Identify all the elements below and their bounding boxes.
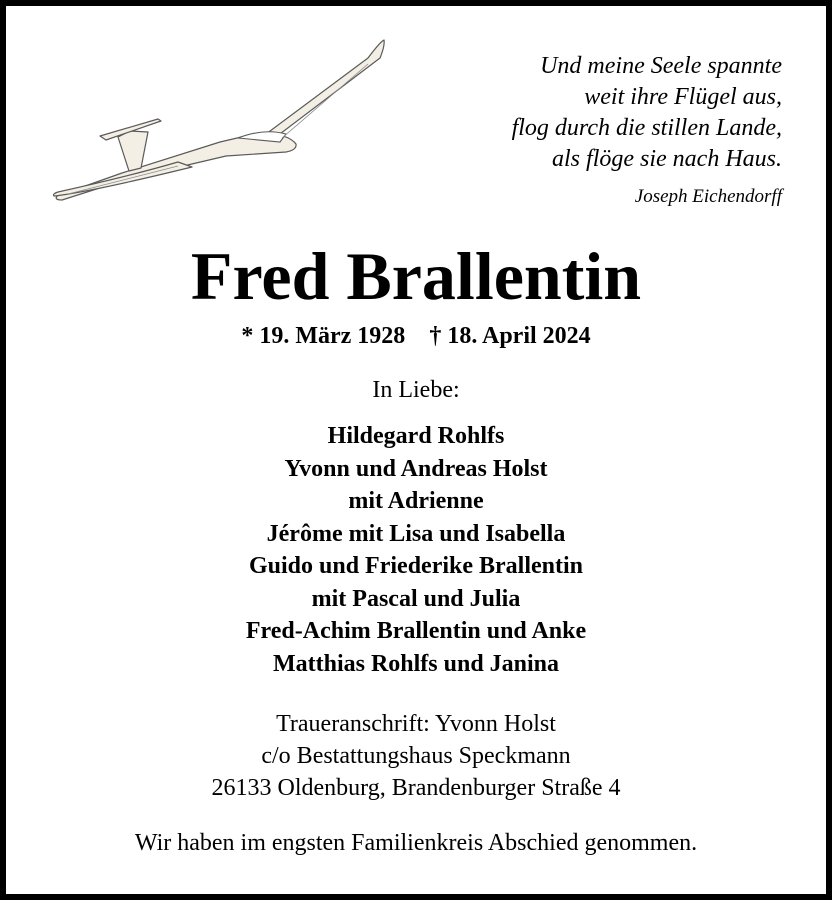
list-item: Matthias Rohlfs und Janina [272, 650, 560, 677]
address-line: c/o Bestattungshaus Speckmann [261, 743, 571, 769]
death-date: † 18. April 2024 [429, 323, 591, 349]
birth-date: * 19. März 1928 [241, 323, 406, 349]
quote-author: Joseph Eichendorff [634, 186, 782, 207]
poem-quote [512, 51, 782, 175]
list-item: mit Adrienne [348, 488, 484, 514]
glider-icon [50, 36, 390, 204]
list-item: Hildegard Rohlfs [327, 423, 505, 449]
in-love-label: In Liebe: [372, 377, 460, 403]
mourners-list [6, 420, 826, 680]
quote-line: Und meine Seele spannte [540, 53, 782, 79]
condolence-address [6, 708, 826, 804]
quote-line: als flöge sie nach Haus. [552, 146, 782, 172]
closing-note: Wir haben im engsten Familienkreis Abschied genommen. [134, 830, 698, 856]
decedent-name: Fred Brallentin [190, 238, 642, 314]
quote-line: weit ihre Flügel aus, [584, 84, 782, 110]
list-item: mit Pascal und Julia [311, 585, 521, 612]
list-item: Yvonn und Andreas Holst [284, 455, 548, 482]
address-line: Traueranschrift: Yvonn Holst [276, 711, 556, 737]
list-item: Guido und Friederike Brallentin [248, 553, 584, 579]
life-dates [6, 321, 826, 351]
list-item: Fred-Achim Brallentin und Anke [245, 618, 587, 644]
list-item: Jérôme mit Lisa und Isabella [266, 520, 566, 547]
address-line: 26133 Oldenburg, Brandenburger Straße 4 [211, 775, 621, 801]
quote-line: flog durch die stillen Lande, [511, 115, 782, 141]
